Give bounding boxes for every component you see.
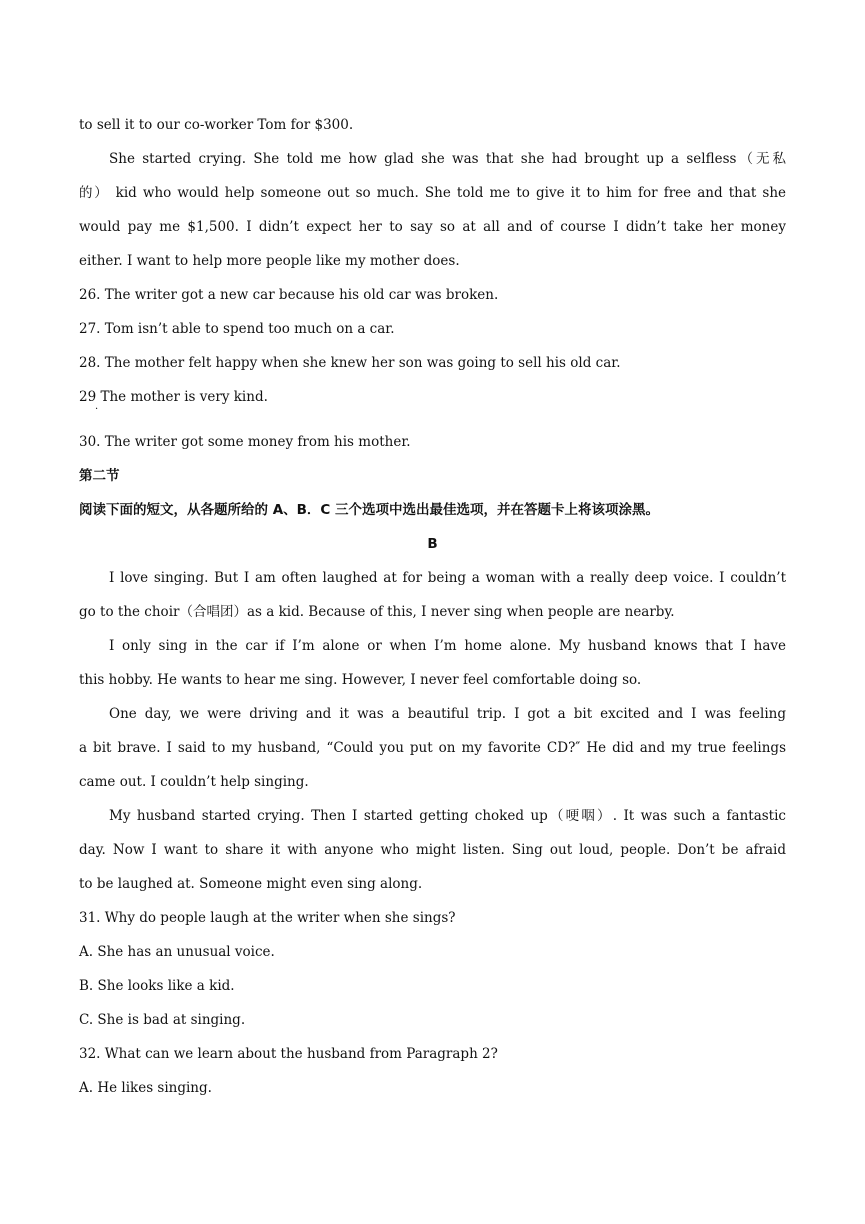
statement-29: 29 The mother is very kind. bbox=[79, 389, 268, 405]
question-32: 32. What can we learn about the husband from Paragraph 2? bbox=[79, 1046, 498, 1062]
section-title: 第二节 bbox=[79, 468, 120, 484]
passage-a-line: either. I want to help more people like my mother does. bbox=[79, 253, 460, 269]
passage-b-line: One day, we were driving and it was a beautiful trip. I got a bit excited and I was feeling bbox=[109, 706, 786, 722]
passage-b-line: day. Now I want to share it with anyone who might listen. Sing out loud, people. Don’t be afraid bbox=[79, 842, 786, 858]
passage-b-line: a bit brave. I said to my husband, “Could you put on my favorite CD?″ He did and my true feelings bbox=[79, 740, 786, 756]
option-c: C. She is bad at singing. bbox=[79, 1012, 246, 1028]
passage-b-line: came out. I couldn’t help singing. bbox=[79, 774, 309, 790]
option-b: B. She looks like a kid. bbox=[79, 978, 235, 994]
passage-label: B bbox=[427, 536, 438, 552]
passage-b-line: I love singing. But I am often laughed at for being a woman with a really deep voice. I couldn’t bbox=[109, 570, 786, 586]
statement-27: 27. Tom isn’t able to spend too much on a car. bbox=[79, 321, 395, 337]
passage-b-line: to be laughed at. Someone might even sing along. bbox=[79, 876, 423, 892]
statement-26: 26. The writer got a new car because his old car was broken. bbox=[79, 287, 499, 303]
passage-b-line: I only sing in the car if I’m alone or when I’m home alone. My husband knows that I have bbox=[109, 638, 786, 654]
document-page bbox=[79, 108, 786, 1105]
statement-30: 30. The writer got some money from his mother. bbox=[79, 434, 411, 450]
passage-b-line: My husband started crying. Then I started getting choked up（哽咽）. It was such a fantastic bbox=[109, 808, 786, 824]
section-instruction: 阅读下面的短文，从各题所给的 A、B．C 三个选项中选出最佳选项，并在答题卡上将该项涂黑。 bbox=[79, 502, 660, 518]
passage-b-line: go to the choir（合唱团）as a kid. Because of this, I never sing when people are nearby. bbox=[79, 604, 675, 620]
option-a: A. He likes singing. bbox=[79, 1080, 212, 1096]
passage-a-line: 的） kid who would help someone out so much. She told me to give it to him for free and that she bbox=[79, 185, 786, 201]
statement-29-row bbox=[79, 380, 786, 425]
stray-dot: · bbox=[95, 404, 99, 415]
passage-a-line: to sell it to our co-worker Tom for $300. bbox=[79, 117, 354, 133]
statement-28: 28. The mother felt happy when she knew her son was going to sell his old car. bbox=[79, 355, 621, 371]
passage-a-line: She started crying. She told me how glad she was that she had brought up a selfless（无私 bbox=[109, 151, 786, 167]
option-a: A. She has an unusual voice. bbox=[79, 944, 275, 960]
passage-a-line: would pay me $1,500. I didn’t expect her to say so at all and of course I didn’t take her money bbox=[79, 219, 786, 235]
passage-b-line: this hobby. He wants to hear me sing. However, I never feel comfortable doing so. bbox=[79, 672, 642, 688]
question-31: 31. Why do people laugh at the writer when she sings? bbox=[79, 910, 456, 926]
